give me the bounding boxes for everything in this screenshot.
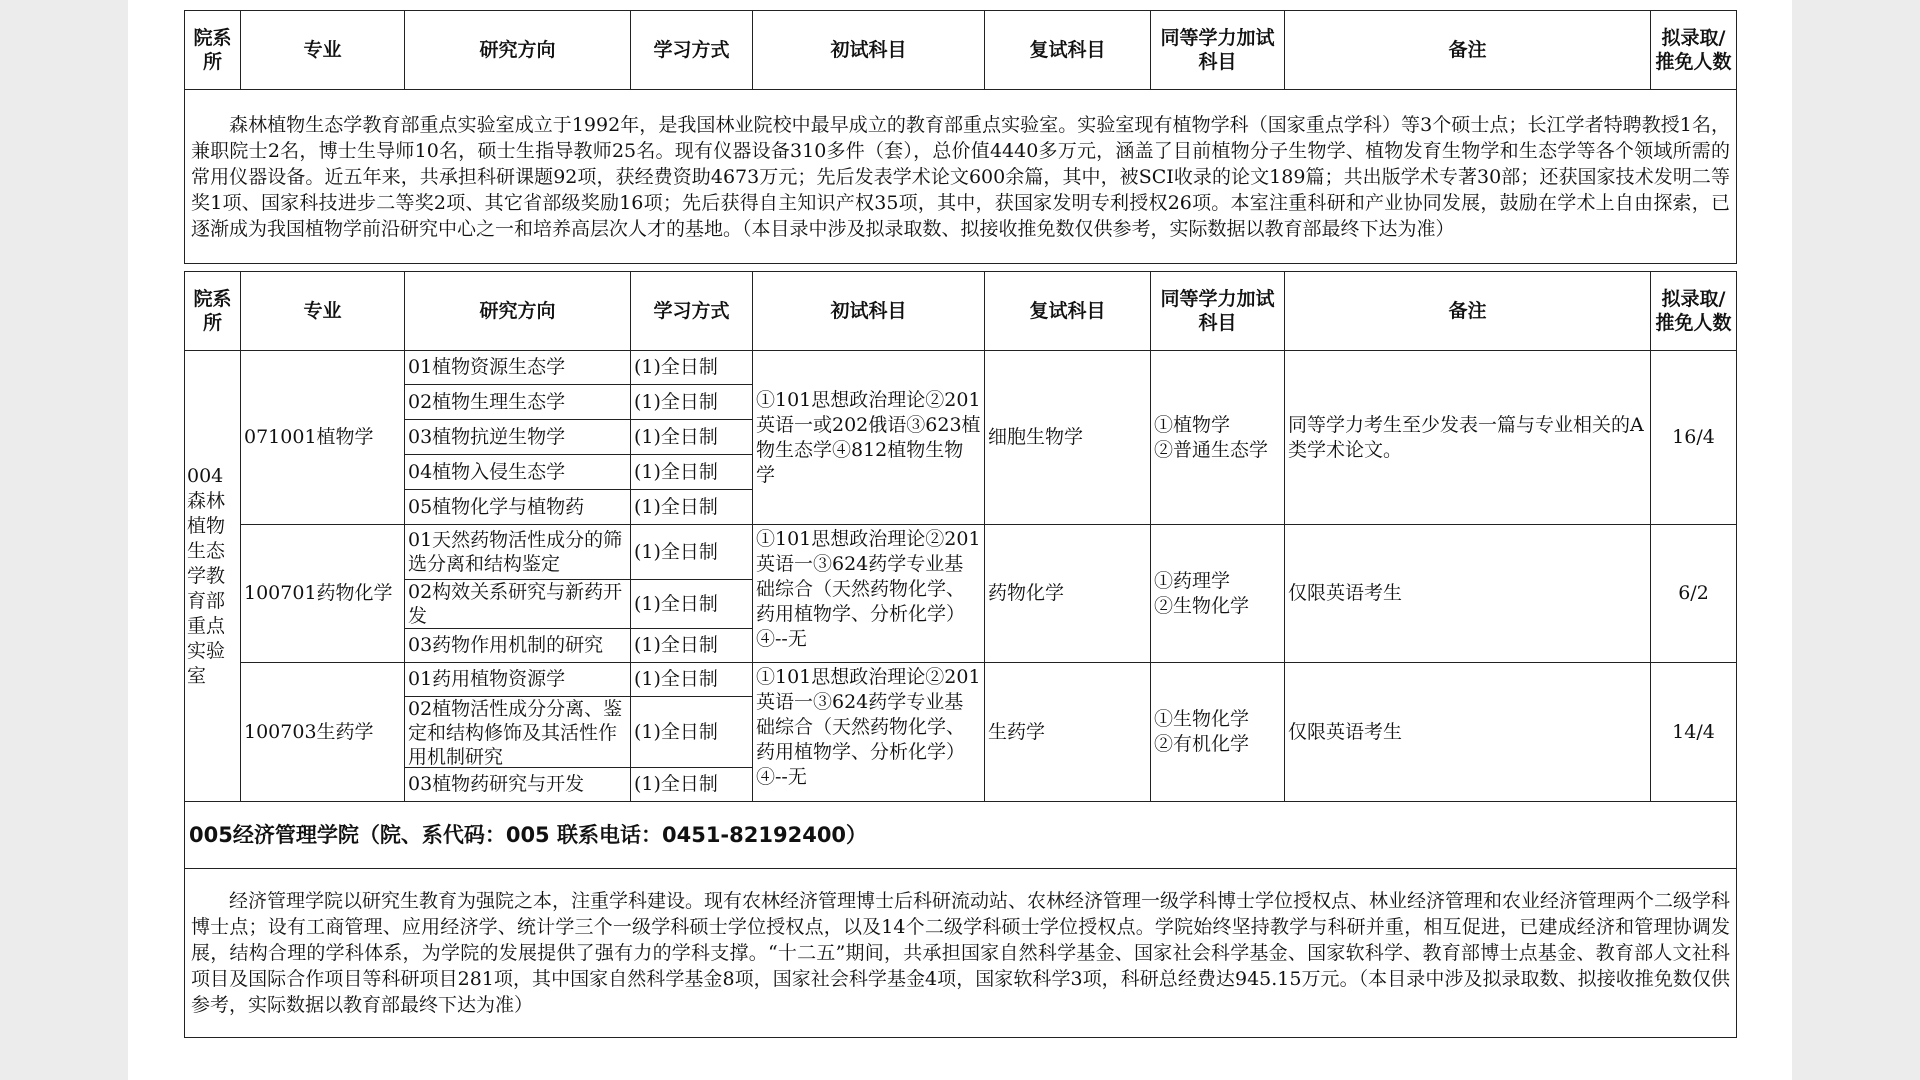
document-page (128, 0, 1792, 1080)
mode-cell (631, 663, 753, 802)
program-table (184, 271, 1737, 1038)
extra-cell: ①植物学 ②普通生态学 (1151, 351, 1285, 525)
mode-item: (1)全日制 (631, 385, 752, 420)
quota-cell: 16/4 (1651, 351, 1737, 525)
lab-intro-row (185, 90, 1737, 264)
mode-item: (1)全日制 (631, 580, 752, 629)
header-note: 备注 (1285, 272, 1651, 351)
exam-cell: ①101思想政治理论②201英语一③624药学专业基础综合（天然药物化学、药用植物学、分析化学）④--无 (753, 663, 985, 802)
retest-cell: 细胞生物学 (985, 351, 1151, 525)
lab-intro (185, 90, 1737, 264)
mode-item: (1)全日制 (634, 773, 718, 795)
mode-item: (1)全日制 (631, 455, 752, 490)
quota-cell: 6/2 (1651, 525, 1737, 663)
exam-cell: ①101思想政治理论②201英语一③624药学专业基础综合（天然药物化学、药用植物学、分析化学）④--无 (753, 525, 985, 663)
mode-item: (1)全日制 (631, 525, 752, 580)
major-cell: 071001植物学 (241, 351, 405, 525)
header-extra: 同等学力加试科目 (1151, 272, 1285, 351)
direction-item: 03植物抗逆生物学 (405, 420, 630, 455)
header-quota: 拟录取/推免人数 (1651, 272, 1737, 351)
note-cell: 同等学力考生至少发表一篇与专业相关的A类学术论文。 (1285, 351, 1651, 525)
direction-item: 04植物入侵生态学 (405, 455, 630, 490)
direction-cell (405, 351, 631, 525)
school-intro-text: 经济管理学院以研究生教育为强院之本，注重学科建设。现有农林经济管理博士后科研流动站、农林经济管理一级学科博士学位授权点、林业经济管理和农业经济管理两个二级学科博士点；设有工商管理、应用经济学、统计学三个一级学科硕士学位授权点，以及14个二级学科硕士学位授权点。学院始终坚持教学与科研并重，相互促进，已建成经济和管理协调发展，结构合理的学科体系，为学院的发展提供了强有力的学科支撑。“十二五”期间，共承担国家自然科学基金、国家社会科学基金、国家软科学、教育部博士点基金、教育部人文社科项目及国际合作项目等科研项目281项，其中国家自然科学基金8项，国家社会科学基金4项，国家软科学3项，科研总经费达945.15万元。（本目录中涉及拟录取数、拟接收推免数仅供参考，实际数据以教育部最终下达为准） (191, 890, 1731, 1016)
retest-cell: 生药学 (985, 663, 1151, 802)
direction-item: 02植物生理生态学 (405, 385, 630, 420)
mode-item: (1)全日制 (631, 697, 752, 768)
direction-cell (405, 525, 631, 663)
header-mode: 学习方式 (631, 272, 753, 351)
mode-item: (1)全日制 (634, 634, 718, 656)
header-dept: 院系所 (185, 272, 241, 351)
note-cell: 仅限英语考生 (1285, 525, 1651, 663)
mode-cell (631, 351, 753, 525)
program-row-pharmacognosy (185, 663, 1737, 802)
direction-item: 03植物药研究与开发 (408, 773, 585, 795)
direction-cell (405, 663, 631, 802)
header-extra: 同等学力加试科目 (1151, 11, 1285, 90)
school-intro (185, 869, 1737, 1038)
direction-item: 02构效关系研究与新药开发 (405, 580, 630, 629)
header-retest: 复试科目 (985, 11, 1151, 90)
mode-cell (631, 525, 753, 663)
major-cell: 100703生药学 (241, 663, 405, 802)
school-intro-row (185, 869, 1737, 1038)
header-quota: 拟录取/推免人数 (1651, 11, 1737, 90)
school-title: 005经济管理学院（院、系代码：005 联系电话：0451-82192400） (185, 802, 1737, 869)
header-table-top (184, 10, 1737, 264)
header-major: 专业 (241, 272, 405, 351)
header-direction: 研究方向 (405, 11, 631, 90)
direction-item: 05植物化学与植物药 (408, 495, 585, 518)
direction-item: 01天然药物活性成分的筛选分离和结构鉴定 (405, 525, 630, 580)
exam-cell: ①101思想政治理论②201英语一或202俄语③623植物生态学④812植物生物学 (753, 351, 985, 525)
extra-cell: ①药理学 ②生物化学 (1151, 525, 1285, 663)
header-major: 专业 (241, 11, 405, 90)
header-exam: 初试科目 (753, 272, 985, 351)
header-dept: 院系所 (185, 11, 241, 90)
extra-cell: ①生物化学 ②有机化学 (1151, 663, 1285, 802)
program-row-med-chem (185, 525, 1737, 663)
direction-item: 03药物作用机制的研究 (408, 634, 604, 656)
header-exam: 初试科目 (753, 11, 985, 90)
mode-item: (1)全日制 (631, 351, 752, 385)
direction-item: 02植物活性成分分离、鉴定和结构修饰及其活性作用机制研究 (405, 697, 630, 768)
header-row-2 (185, 272, 1737, 351)
retest-cell: 药物化学 (985, 525, 1151, 663)
header-direction: 研究方向 (405, 272, 631, 351)
dept-cell: 004森林植物生态学教育部重点实验室 (185, 351, 241, 802)
direction-item: 01植物资源生态学 (405, 351, 630, 385)
header-row (185, 11, 1737, 90)
major-cell: 100701药物化学 (241, 525, 405, 663)
direction-item: 01药用植物资源学 (405, 663, 630, 697)
school-title-row (185, 802, 1737, 869)
note-cell: 仅限英语考生 (1285, 663, 1651, 802)
header-retest: 复试科目 (985, 272, 1151, 351)
header-mode: 学习方式 (631, 11, 753, 90)
quota-cell: 14/4 (1651, 663, 1737, 802)
lab-intro-text: 森林植物生态学教育部重点实验室成立于1992年，是我国林业院校中最早成立的教育部重点实验室。实验室现有植物学科（国家重点学科）等3个硕士点；长江学者特聘教授1名，兼职院士2名，博士生导师10名，硕士生指导教师25名。现有仪器设备310多件（套），总价值4440多万元，涵盖了目前植物分子生物学、植物发育生物学和生态学等各个领域所需的常用仪器设备。近五年来，共承担科研课题92项，获经费资助4673万元；先后发表学术论文600余篇，其中，被SCI收录的论文189篇；共出版学术专著30部；还获国家技术发明二等奖1项、国家科技进步二等奖2项、其它省部级奖励16项；先后获得自主知识产权35项，其中，获国家发明专利授权26项。本室注重科研和产业协同发展，鼓励在学术上自由探索，已逐渐成为我国植物学前沿研究中心之一和培养高层次人才的基地。（本目录中涉及拟录取数、拟接收推免数仅供参考，实际数据以教育部最终下达为准） (191, 113, 1730, 240)
mode-item: (1)全日制 (634, 495, 718, 518)
mode-item: (1)全日制 (631, 663, 752, 697)
mode-item: (1)全日制 (631, 420, 752, 455)
program-row-botany (185, 351, 1737, 525)
header-note: 备注 (1285, 11, 1651, 90)
